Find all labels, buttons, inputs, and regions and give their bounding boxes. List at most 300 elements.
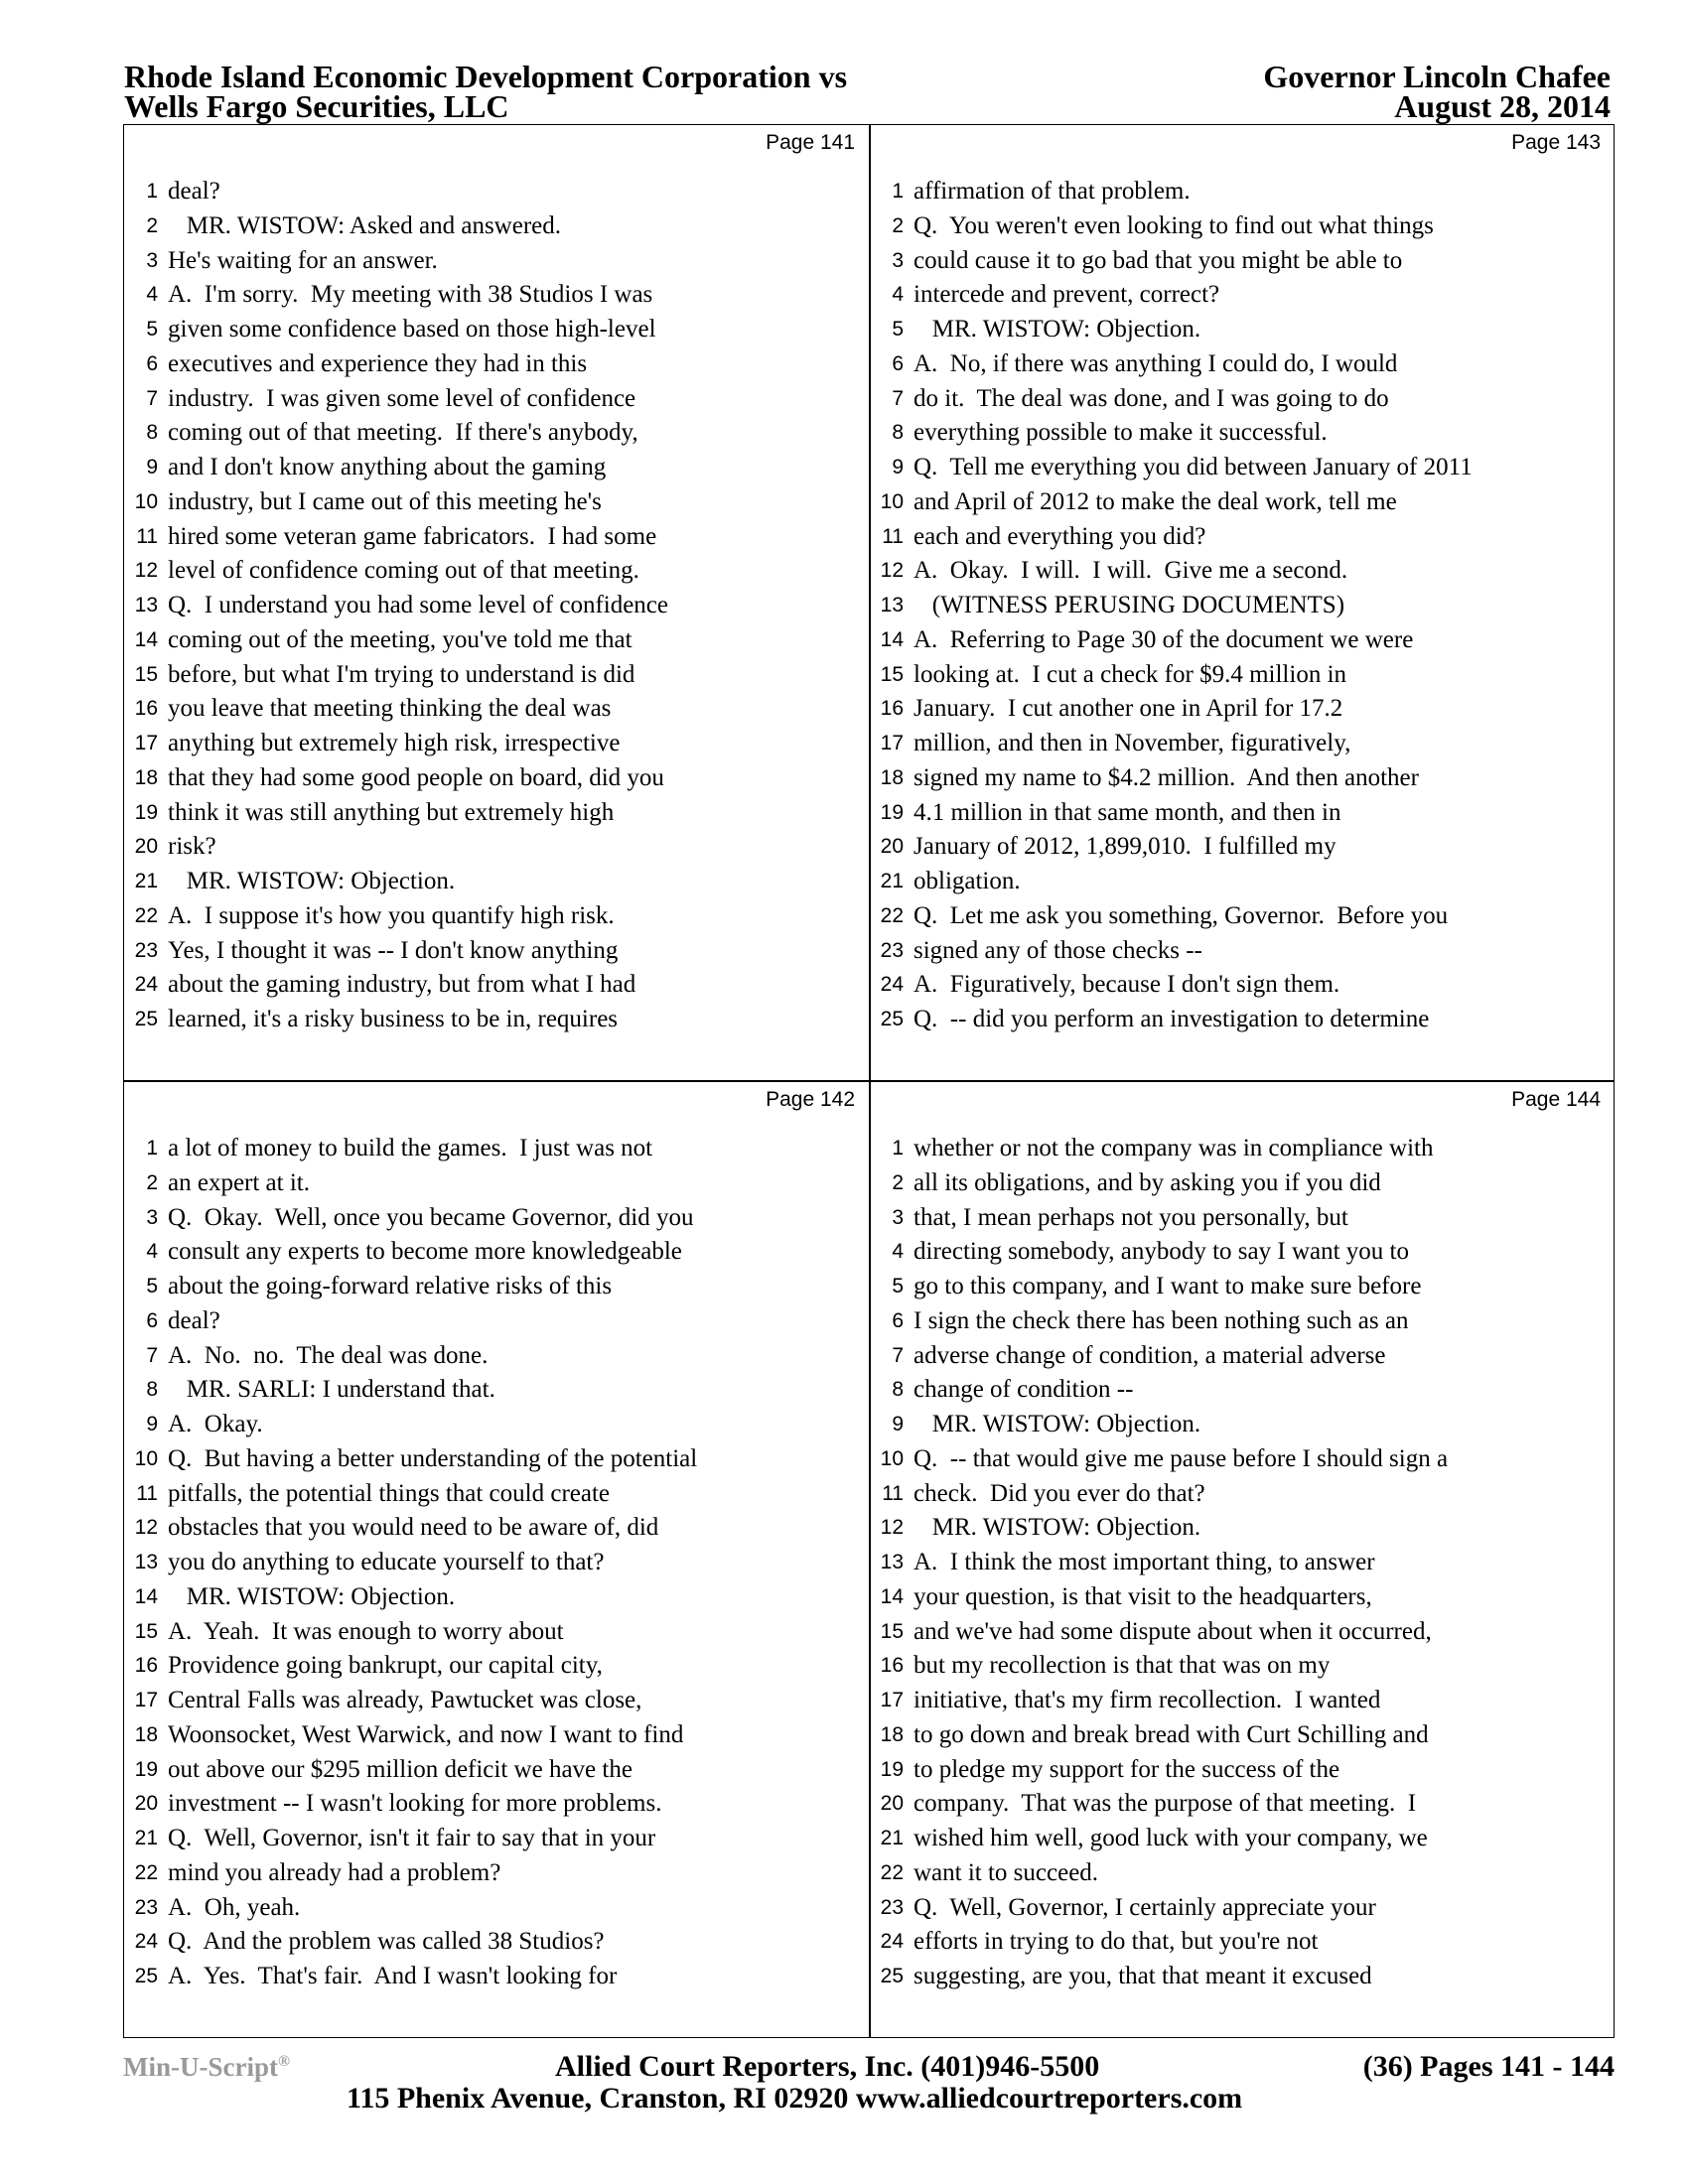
transcript-line bbox=[124, 520, 869, 555]
line-text: deal? bbox=[168, 1306, 220, 1334]
transcript-line bbox=[870, 934, 1615, 969]
line-text: affirmation of that problem. bbox=[914, 178, 1191, 205]
transcript-line bbox=[124, 1270, 869, 1304]
line-text: A. No. no. The deal was done. bbox=[168, 1341, 489, 1369]
transcript-line bbox=[124, 1408, 869, 1442]
transcript-line bbox=[124, 865, 869, 899]
transcript-line bbox=[124, 1822, 869, 1856]
line-text: Q. I understand you had some level of confidence bbox=[168, 592, 669, 618]
line-number: 9 bbox=[146, 456, 158, 478]
line-number: 9 bbox=[892, 456, 904, 478]
line-text: signed any of those checks -- bbox=[914, 936, 1202, 964]
transcript-line bbox=[870, 1615, 1615, 1650]
line-number: 18 bbox=[880, 1722, 904, 1746]
line-text: investment -- I wasn't looking for more problems. bbox=[168, 1790, 662, 1818]
line-text: risk? bbox=[168, 833, 216, 861]
line-number: 13 bbox=[880, 594, 904, 616]
transcript-line bbox=[124, 382, 869, 417]
line-number: 7 bbox=[146, 1343, 158, 1367]
line-text: Q. -- that would give me pause before I should sign a bbox=[914, 1444, 1449, 1472]
transcript-line bbox=[124, 1304, 869, 1339]
transcript-line bbox=[870, 1339, 1615, 1374]
transcript-line bbox=[124, 1615, 869, 1650]
line-text: January of 2012, 1,899,010. I fulfilled my bbox=[914, 833, 1336, 861]
transcript-line bbox=[870, 382, 1615, 417]
line-text: A. Oh, yeah. bbox=[168, 1893, 301, 1921]
transcript-line bbox=[124, 1546, 869, 1580]
line-number: 2 bbox=[892, 1170, 904, 1194]
line-number: 7 bbox=[892, 386, 904, 410]
line-number: 8 bbox=[146, 1378, 158, 1402]
line-number: 22 bbox=[880, 903, 904, 927]
transcript-line bbox=[124, 278, 869, 313]
line-number: 21 bbox=[134, 1827, 158, 1849]
transcript-line bbox=[870, 968, 1615, 1003]
line-number: 14 bbox=[880, 1584, 904, 1608]
transcript-line bbox=[124, 623, 869, 658]
line-number: 2 bbox=[892, 213, 904, 237]
line-number: 4 bbox=[892, 1240, 904, 1264]
transcript-line bbox=[124, 175, 869, 209]
line-number: 10 bbox=[134, 489, 158, 513]
line-number: 11 bbox=[136, 1481, 158, 1505]
transcript-line bbox=[124, 1373, 869, 1408]
transcript-line bbox=[124, 1235, 869, 1270]
line-text: Q. You weren't even looking to find out what things bbox=[914, 211, 1434, 239]
line-number: 20 bbox=[880, 835, 904, 859]
line-number: 15 bbox=[880, 1619, 904, 1643]
transcript-line bbox=[124, 1718, 869, 1753]
line-text: Providence going bankrupt, our capital city, bbox=[168, 1652, 603, 1680]
line-number: 6 bbox=[892, 1308, 904, 1332]
line-text: million, and then in November, figuratively, bbox=[914, 730, 1351, 756]
line-number: 17 bbox=[880, 732, 904, 754]
transcript-line bbox=[870, 1753, 1615, 1788]
line-text: MR. WISTOW: Objection. bbox=[914, 1514, 1201, 1542]
transcript-line bbox=[124, 1649, 869, 1684]
deponent-info bbox=[1263, 59, 1611, 124]
transcript-line bbox=[124, 1787, 869, 1822]
transcript-line bbox=[870, 1925, 1615, 1960]
line-text: your question, is that visit to the headquarters, bbox=[914, 1582, 1372, 1610]
line-text: mind you already had a problem? bbox=[168, 1858, 501, 1886]
transcript-line bbox=[870, 1304, 1615, 1339]
footer bbox=[123, 2052, 1615, 2121]
line-text: obstacles that you would need to be aware of, did bbox=[168, 1514, 659, 1542]
transcript-line bbox=[124, 658, 869, 693]
reporter-address: 115 Phenix Avenue, Cranston, RI 02920 www.alliedcourtreporters.com bbox=[347, 2082, 1243, 2115]
registered-mark: ® bbox=[277, 2053, 290, 2070]
line-text: A. Yeah. It was enough to worry about bbox=[168, 1617, 564, 1645]
line-number: 8 bbox=[892, 421, 904, 445]
line-number: 7 bbox=[146, 386, 158, 410]
line-text: MR. WISTOW: Objection. bbox=[914, 1411, 1201, 1437]
page-number-label: Page 142 bbox=[766, 1088, 855, 1111]
line-text: Q. Well, Governor, I certainly appreciate your bbox=[914, 1893, 1376, 1921]
line-text: you leave that meeting thinking the deal was bbox=[168, 695, 612, 723]
line-number: 16 bbox=[134, 1654, 158, 1678]
line-number: 21 bbox=[880, 1827, 904, 1849]
transcript-lines bbox=[124, 1132, 869, 1994]
transcript-line bbox=[124, 761, 869, 796]
transcript-line bbox=[870, 347, 1615, 382]
brand-text: Min-U-Script bbox=[123, 2052, 278, 2082]
transcript-line bbox=[124, 1166, 869, 1201]
line-text: a lot of money to build the games. I just was not bbox=[168, 1135, 653, 1161]
line-number: 8 bbox=[892, 1378, 904, 1402]
line-number: 2 bbox=[146, 213, 158, 237]
line-number: 5 bbox=[892, 1275, 904, 1297]
transcript-line bbox=[124, 968, 869, 1003]
line-text: deal? bbox=[168, 178, 220, 205]
line-number: 8 bbox=[146, 421, 158, 445]
line-number: 13 bbox=[134, 594, 158, 616]
line-number: 15 bbox=[880, 662, 904, 686]
transcript-line bbox=[870, 278, 1615, 313]
line-text: coming out of the meeting, you've told me that bbox=[168, 625, 633, 653]
line-number: 3 bbox=[146, 248, 158, 272]
line-text: I sign the check there has been nothing such as an bbox=[914, 1306, 1409, 1334]
line-text: go to this company, and I want to make sure before bbox=[914, 1273, 1422, 1299]
line-number: 25 bbox=[880, 1008, 904, 1030]
transcript-line bbox=[870, 1373, 1615, 1408]
line-number: 10 bbox=[880, 1446, 904, 1470]
transcript-page bbox=[870, 1082, 1615, 2037]
line-number: 19 bbox=[134, 800, 158, 824]
line-number: 6 bbox=[892, 351, 904, 375]
transcript-line bbox=[124, 209, 869, 244]
line-text: level of confidence coming out of that meeting. bbox=[168, 557, 639, 585]
transcript-line bbox=[870, 1546, 1615, 1580]
line-text: MR. WISTOW: Objection. bbox=[168, 868, 456, 894]
line-number: 11 bbox=[136, 524, 158, 548]
line-text: coming out of that meeting. If there's anybody, bbox=[168, 419, 638, 447]
line-number: 11 bbox=[882, 524, 904, 548]
line-number: 25 bbox=[134, 1008, 158, 1030]
line-text: pitfalls, the potential things that could create bbox=[168, 1479, 611, 1507]
line-text: think it was still anything but extremely high bbox=[168, 798, 615, 826]
transcript-line bbox=[870, 520, 1615, 555]
line-number: 24 bbox=[880, 1930, 904, 1954]
min-u-script-logo bbox=[123, 2052, 290, 2083]
transcript-line bbox=[124, 1132, 869, 1166]
line-number: 12 bbox=[880, 1516, 904, 1540]
transcript-line bbox=[870, 623, 1615, 658]
page-number-label: Page 141 bbox=[766, 131, 855, 154]
line-text: 4.1 million in that same month, and then in bbox=[914, 798, 1341, 826]
line-text: do it. The deal was done, and I was going to do bbox=[914, 384, 1389, 412]
line-number: 2 bbox=[146, 1170, 158, 1194]
transcript-lines bbox=[870, 175, 1615, 1037]
line-number: 5 bbox=[146, 318, 158, 341]
line-text: A. Figuratively, because I don't sign them. bbox=[914, 971, 1340, 999]
line-number: 20 bbox=[134, 835, 158, 859]
line-number: 10 bbox=[880, 489, 904, 513]
line-text: Central Falls was already, Pawtucket was close, bbox=[168, 1687, 642, 1713]
transcript-line bbox=[870, 1856, 1615, 1891]
line-number: 24 bbox=[134, 973, 158, 997]
transcript-line bbox=[870, 865, 1615, 899]
line-number: 14 bbox=[134, 627, 158, 651]
transcript-line bbox=[870, 1003, 1615, 1037]
line-text: A. I think the most important thing, to answer bbox=[914, 1549, 1375, 1575]
line-number: 16 bbox=[134, 697, 158, 721]
line-number: 19 bbox=[880, 1757, 904, 1781]
transcript-line bbox=[124, 899, 869, 934]
line-text: that, I mean perhaps not you personally, but bbox=[914, 1203, 1348, 1231]
transcript-line bbox=[870, 554, 1615, 589]
line-number: 25 bbox=[880, 1965, 904, 1987]
transcript-line bbox=[124, 1003, 869, 1037]
line-number: 15 bbox=[134, 1619, 158, 1643]
line-text: Q. Let me ask you something, Governor. Before you bbox=[914, 901, 1449, 929]
transcript-page bbox=[124, 1082, 869, 2037]
transcript-line bbox=[124, 244, 869, 279]
line-text: A. I suppose it's how you quantify high risk. bbox=[168, 901, 615, 929]
transcript-line bbox=[870, 1132, 1615, 1166]
line-text: efforts in trying to do that, but you're not bbox=[914, 1928, 1319, 1956]
transcript-line bbox=[124, 1753, 869, 1788]
transcript-line bbox=[870, 1408, 1615, 1442]
line-text: that they had some good people on board, did you bbox=[168, 763, 664, 791]
transcript-line bbox=[870, 899, 1615, 934]
line-text: consult any experts to become more knowledgeable bbox=[168, 1238, 682, 1266]
line-text: industry, but I came out of this meeting he's bbox=[168, 487, 602, 515]
transcript-line bbox=[870, 1649, 1615, 1684]
transcript-line bbox=[124, 1511, 869, 1546]
line-number: 16 bbox=[880, 1654, 904, 1678]
page-number-label: Page 144 bbox=[1511, 1088, 1601, 1111]
line-number: 22 bbox=[134, 903, 158, 927]
transcript-line bbox=[870, 830, 1615, 865]
transcript-line bbox=[870, 175, 1615, 209]
line-text: Q. Okay. Well, once you became Governor, did you bbox=[168, 1203, 694, 1231]
line-number: 1 bbox=[892, 1137, 904, 1160]
line-text: want it to succeed. bbox=[914, 1858, 1099, 1886]
line-number: 3 bbox=[892, 248, 904, 272]
line-number: 3 bbox=[146, 1205, 158, 1229]
transcript-line bbox=[870, 658, 1615, 693]
line-number: 12 bbox=[880, 559, 904, 583]
line-text: MR. WISTOW: Objection. bbox=[168, 1582, 456, 1610]
line-text: whether or not the company was in compliance with bbox=[914, 1135, 1434, 1161]
line-text: Q. And the problem was called 38 Studios? bbox=[168, 1928, 605, 1956]
line-text: could cause it to go bad that you might be able to bbox=[914, 246, 1403, 274]
line-text: Woonsocket, West Warwick, and now I want to find bbox=[168, 1720, 684, 1748]
transcript-line bbox=[870, 589, 1615, 623]
transcript-line bbox=[870, 1442, 1615, 1477]
line-text: Q. But having a better understanding of the potential bbox=[168, 1444, 698, 1472]
page-number-label: Page 143 bbox=[1511, 131, 1601, 154]
transcript-line bbox=[870, 416, 1615, 451]
case-caption-line-2: Wells Fargo Securities, LLC bbox=[124, 88, 509, 124]
transcript-line bbox=[124, 1891, 869, 1926]
line-text: A. Referring to Page 30 of the document we were bbox=[914, 625, 1414, 653]
line-number: 22 bbox=[134, 1860, 158, 1884]
line-number: 19 bbox=[880, 800, 904, 824]
transcript-line bbox=[124, 1856, 869, 1891]
line-number: 11 bbox=[882, 1481, 904, 1505]
line-number: 20 bbox=[880, 1792, 904, 1816]
line-number: 3 bbox=[892, 1205, 904, 1229]
line-number: 1 bbox=[892, 180, 904, 203]
line-text: change of condition -- bbox=[914, 1376, 1134, 1404]
transcript-line bbox=[124, 313, 869, 347]
line-number: 4 bbox=[892, 283, 904, 307]
line-text: Q. Well, Governor, isn't it fair to say that in your bbox=[168, 1825, 656, 1851]
line-text: wished him well, good luck with your company, we bbox=[914, 1825, 1428, 1851]
case-caption bbox=[124, 59, 848, 124]
line-text: before, but what I'm trying to understand is did bbox=[168, 660, 635, 688]
transcript-line bbox=[124, 1442, 869, 1477]
line-number: 24 bbox=[134, 1930, 158, 1954]
line-text: industry. I was given some level of confidence bbox=[168, 384, 636, 412]
line-number: 18 bbox=[880, 765, 904, 789]
line-text: directing somebody, anybody to say I want you to bbox=[914, 1238, 1409, 1266]
line-text: but my recollection is that that was on my bbox=[914, 1652, 1331, 1680]
line-text: each and everything you did? bbox=[914, 522, 1206, 550]
line-text: suggesting, are you, that that meant it excused bbox=[914, 1963, 1372, 1989]
line-text: an expert at it. bbox=[168, 1168, 310, 1196]
line-text: and we've had some dispute about when it occurred, bbox=[914, 1617, 1432, 1645]
transcript-line bbox=[124, 692, 869, 727]
transcript-line bbox=[870, 692, 1615, 727]
line-text: initiative, that's my firm recollection. I wanted bbox=[914, 1687, 1381, 1713]
line-text: (WITNESS PERUSING DOCUMENTS) bbox=[914, 592, 1345, 618]
line-number: 23 bbox=[880, 938, 904, 962]
line-text: Yes, I thought it was -- I don't know anything bbox=[168, 936, 619, 964]
line-text: A. Yes. That's fair. And I wasn't looking for bbox=[168, 1963, 618, 1989]
line-text: and I don't know anything about the gaming bbox=[168, 454, 607, 480]
line-text: Q. -- did you perform an investigation to determine bbox=[914, 1006, 1430, 1032]
transcript-line bbox=[124, 416, 869, 451]
line-text: you do anything to educate yourself to that? bbox=[168, 1549, 605, 1575]
line-number: 6 bbox=[146, 1308, 158, 1332]
transcript-line bbox=[124, 1339, 869, 1374]
line-text: signed my name to $4.2 million. And then another bbox=[914, 763, 1419, 791]
transcript-line bbox=[870, 1511, 1615, 1546]
transcript-lines bbox=[870, 1132, 1615, 1994]
line-number: 19 bbox=[134, 1757, 158, 1781]
line-text: MR. SARLI: I understand that. bbox=[168, 1376, 495, 1404]
line-number: 12 bbox=[134, 559, 158, 583]
line-number: 18 bbox=[134, 1722, 158, 1746]
transcript-line bbox=[124, 1201, 869, 1236]
line-text: adverse change of condition, a material adverse bbox=[914, 1341, 1386, 1369]
line-number: 12 bbox=[134, 1516, 158, 1540]
line-number: 16 bbox=[880, 697, 904, 721]
line-text: A. No, if there was anything I could do, I would bbox=[914, 349, 1398, 377]
line-text: A. I'm sorry. My meeting with 38 Studios I was bbox=[168, 281, 653, 309]
line-text: given some confidence based on those high-level bbox=[168, 316, 656, 342]
transcript-line bbox=[870, 1235, 1615, 1270]
transcript-page bbox=[870, 125, 1615, 1080]
transcript-line bbox=[870, 1270, 1615, 1304]
transcript-line bbox=[870, 1684, 1615, 1718]
line-text: anything but extremely high risk, irrespective bbox=[168, 730, 621, 756]
line-text: about the gaming industry, but from what I had bbox=[168, 971, 636, 999]
line-text: all its obligations, and by asking you if you did bbox=[914, 1168, 1381, 1196]
line-number: 9 bbox=[892, 1413, 904, 1435]
line-text: hired some veteran game fabricators. I had some bbox=[168, 522, 657, 550]
transcript-line bbox=[870, 1960, 1615, 1994]
line-number: 1 bbox=[146, 1137, 158, 1160]
line-number: 18 bbox=[134, 765, 158, 789]
transcript-line bbox=[124, 1925, 869, 1960]
line-number: 4 bbox=[146, 1240, 158, 1264]
line-number: 17 bbox=[134, 1689, 158, 1711]
transcript-line bbox=[870, 1201, 1615, 1236]
line-text: He's waiting for an answer. bbox=[168, 246, 438, 274]
transcript-line bbox=[870, 1718, 1615, 1753]
line-text: looking at. I cut a check for $9.4 million in bbox=[914, 660, 1347, 688]
transcript-line bbox=[870, 244, 1615, 279]
line-text: executives and experience they had in this bbox=[168, 349, 588, 377]
line-text: A. Okay. I will. I will. Give me a second. bbox=[914, 557, 1348, 585]
line-number: 17 bbox=[134, 732, 158, 754]
line-number: 17 bbox=[880, 1689, 904, 1711]
line-text: January. I cut another one in April for 17.2 bbox=[914, 695, 1343, 723]
line-number: 10 bbox=[134, 1446, 158, 1470]
line-number: 23 bbox=[134, 938, 158, 962]
transcript-line bbox=[870, 1166, 1615, 1201]
transcript-line bbox=[870, 1580, 1615, 1615]
transcript-line bbox=[124, 1684, 869, 1718]
transcript-line bbox=[124, 830, 869, 865]
transcript-line bbox=[870, 761, 1615, 796]
line-number: 5 bbox=[892, 318, 904, 341]
transcript-line bbox=[124, 485, 869, 520]
line-number: 1 bbox=[146, 180, 158, 203]
line-number: 23 bbox=[134, 1895, 158, 1919]
transcript-line bbox=[124, 451, 869, 485]
line-number: 9 bbox=[146, 1413, 158, 1435]
line-text: out above our $295 million deficit we have the bbox=[168, 1755, 633, 1783]
line-text: MR. WISTOW: Asked and answered. bbox=[168, 211, 562, 239]
line-number: 7 bbox=[892, 1343, 904, 1367]
line-text: about the going-forward relative risks of this bbox=[168, 1273, 613, 1299]
transcript-line bbox=[124, 347, 869, 382]
transcript-grid bbox=[123, 124, 1615, 2038]
line-text: obligation. bbox=[914, 868, 1021, 894]
line-text: to pledge my support for the success of the bbox=[914, 1755, 1340, 1783]
transcript-line bbox=[124, 934, 869, 969]
transcript-line bbox=[870, 1891, 1615, 1926]
deposition-date: August 28, 2014 bbox=[1394, 88, 1611, 124]
transcript-line bbox=[870, 727, 1615, 761]
line-number: 15 bbox=[134, 662, 158, 686]
reporter-company: Allied Court Reporters, Inc. (401)946-5500 bbox=[555, 2050, 1100, 2083]
line-number: 14 bbox=[880, 627, 904, 651]
line-text: MR. WISTOW: Objection. bbox=[914, 316, 1201, 342]
line-number: 5 bbox=[146, 1275, 158, 1297]
deponent-name: Governor Lincoln Chafee bbox=[1263, 59, 1611, 94]
line-number: 21 bbox=[880, 870, 904, 892]
transcript-line bbox=[124, 589, 869, 623]
transcript-line bbox=[124, 796, 869, 831]
transcript-line bbox=[870, 1787, 1615, 1822]
line-text: learned, it's a risky business to be in, requires bbox=[168, 1006, 619, 1032]
transcript-line bbox=[124, 727, 869, 761]
line-text: and April of 2012 to make the deal work, tell me bbox=[914, 487, 1397, 515]
page-range: (36) Pages 141 - 144 bbox=[1362, 2050, 1615, 2083]
line-number: 4 bbox=[146, 283, 158, 307]
line-number: 6 bbox=[146, 351, 158, 375]
transcript-line bbox=[870, 1822, 1615, 1856]
transcript-line bbox=[870, 451, 1615, 485]
line-number: 24 bbox=[880, 973, 904, 997]
transcript-line bbox=[124, 554, 869, 589]
